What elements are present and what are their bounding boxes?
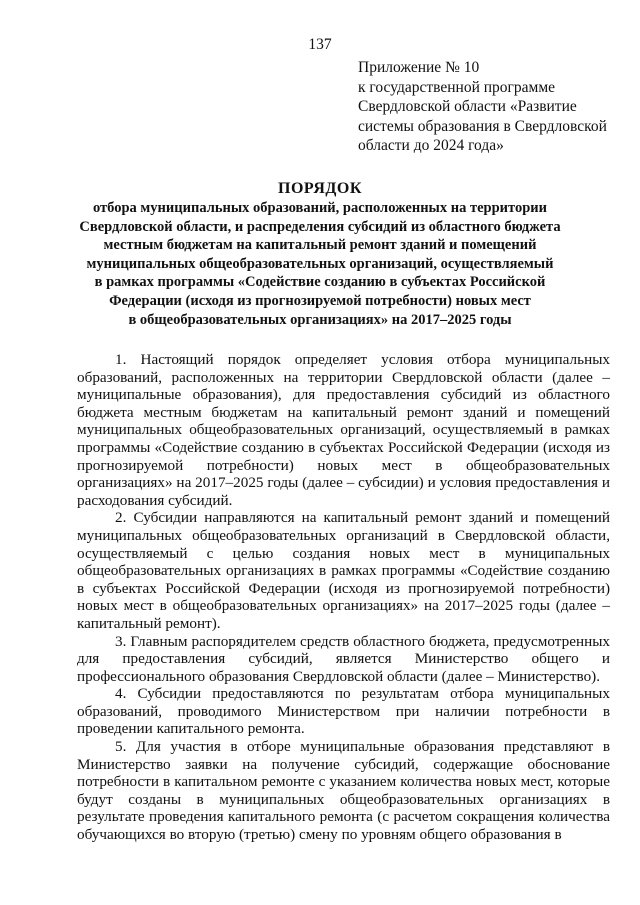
- subtitle-line: Федерации (исходя из прогнозируемой потребности) новых мест: [109, 292, 531, 309]
- appendix-line: к государственной программе: [358, 78, 556, 96]
- appendix-line: области до 2024 года»: [358, 137, 504, 154]
- subtitle-line: Свердловской области, и распределения субсидий из областного бюджета: [79, 218, 561, 235]
- subtitle-line: в рамках программы «Содействие созданию в субъектах Российской: [94, 274, 546, 291]
- paragraph-4: 4. Субсидии предоставляются по результатам отбора муниципальных образований, проводимого Министерством при наличии потребности в проведении капитального ремонта.: [77, 685, 610, 738]
- document-subtitle: [70, 199, 570, 329]
- appendix-line: Приложение № 10: [358, 59, 480, 76]
- subtitle-line: в общеобразовательных организациях» на 2017–2025 годы: [128, 311, 512, 328]
- document-body: [77, 351, 610, 844]
- appendix-header: [358, 58, 628, 156]
- subtitle-line: местным бюджетам на капитальный ремонт зданий и помещений: [103, 237, 537, 254]
- paragraph-5: 5. Для участия в отборе муниципальные образования представляют в Министерство заявки на получение субсидий, содержащие обоснование потребности в капитальном ремонте с указанием количества новых мест, которые будут созданы в муниципальных общеобразовательных организациях в результате проведения капитального ремонта (с расчетом сокращения количества обучающихся во вторую (третью) смену по уровням общего образования в: [77, 738, 610, 844]
- paragraph-1: 1. Настоящий порядок определяет условия отбора муниципальных образований, расположенных на территории Свердловской области (далее – муниципальные образования), для предоставления субсидий из областного бюджета местным бюджетам на капитальный ремонт зданий и помещений муниципальных общеобразовательных организаций, осуществляемый в рамках программы «Содействие созданию в субъектах Российской Федерации (исходя из прогнозируемой потребности) новых мест в общеобразовательных организациях» на 2017–2025 годы (далее – субсидии) и условия предоставления и расходования субсидий.: [77, 351, 610, 509]
- page-number: 137: [308, 36, 332, 53]
- subtitle-line: отбора муниципальных образований, расположенных на территории: [93, 200, 547, 216]
- appendix-line: системы образования в Свердловской: [358, 117, 607, 135]
- document-title: ПОРЯДОК: [278, 180, 362, 197]
- paragraph-2: 2. Субсидии направляются на капитальный ремонт зданий и помещений муниципальных общеобразовательных организаций в Свердловской области, осуществляемый с целью создания новых мест в муниципальных общеобразовательных организациях в рамках программы «Содействие созданию в субъектах Российской Федерации (исходя из прогнозируемой потребности) новых мест в общеобразовательных организациях» на 2017–2025 годы (далее – капитальный ремонт).: [77, 509, 610, 632]
- subtitle-line: муниципальных общеобразовательных организаций, осуществляемый: [86, 255, 554, 272]
- paragraph-3: 3. Главным распорядителем средств областного бюджета, предусмотренных для предоставления субсидий, является Министерство общего и профессионального образования Свердловской области (далее – Министерство).: [77, 632, 610, 685]
- appendix-line: Свердловской области «Развитие: [358, 98, 577, 115]
